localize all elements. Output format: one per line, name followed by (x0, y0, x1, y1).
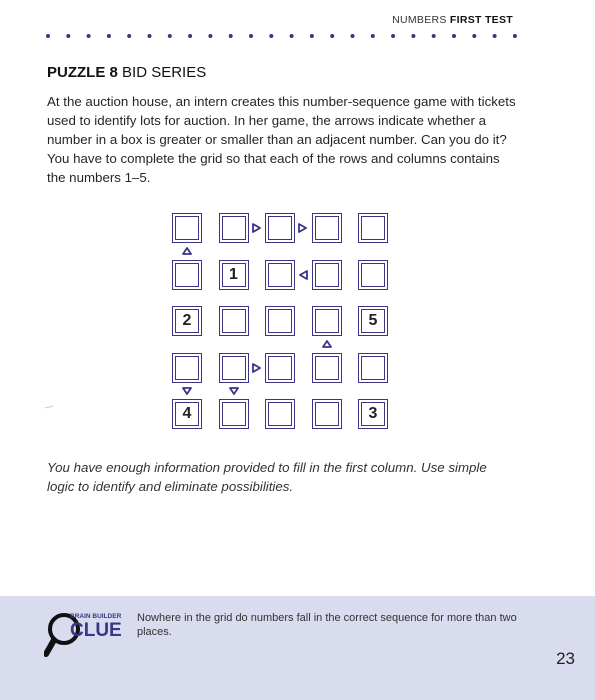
comparison-arrow-left-icon (298, 270, 308, 280)
header-subsection: FIRST TEST (449, 14, 513, 26)
grid-cell[interactable] (265, 306, 295, 336)
comparison-arrow-down-icon (182, 386, 192, 396)
comparison-arrow-down-icon (229, 386, 239, 396)
grid-cell[interactable] (312, 306, 342, 336)
cell-value: 1 (229, 265, 238, 283)
comparison-arrow-right-icon (252, 363, 262, 373)
puzzle-intro: At the auction house, an intern creates this number-sequence game with tickets used to identify lots for auction. In her game, the arrows indicate whether a number in a box is greater or smaller than an adjacent number. Can you do it? You have to complete the grid so that each of the rows and columns contains the numbers 1–5. (47, 94, 516, 185)
clue-text: Nowhere in the grid do numbers fall in the correct sequence for more than two places. (137, 612, 517, 638)
grid-cell[interactable] (265, 260, 295, 290)
comparison-arrow-right-icon (252, 223, 262, 233)
cell-value: 5 (368, 312, 378, 329)
grid-cell[interactable] (312, 213, 342, 243)
puzzle-label: PUZZLE 8 (47, 64, 118, 81)
grid-cell[interactable] (219, 260, 249, 290)
grid-cell[interactable] (312, 260, 342, 290)
grid-cell[interactable] (172, 306, 202, 336)
page-number: 23 (556, 649, 575, 668)
puzzle-hint: You have enough information provided to fill in the first column. Use simple logic to identify and eliminate possibilities. (47, 460, 487, 494)
grid-cell[interactable] (172, 353, 202, 383)
grid-cell[interactable] (219, 306, 249, 336)
grid-cell[interactable] (358, 353, 388, 383)
comparison-arrow-up-icon (322, 339, 332, 349)
logo-large-text: CLUE (70, 620, 122, 641)
logo-small-text: BRAIN BUILDER (70, 613, 122, 620)
cell-value: 2 (182, 312, 192, 329)
grid-cell[interactable] (219, 399, 249, 429)
grid-cell[interactable] (312, 399, 342, 429)
grid-cell[interactable] (219, 213, 249, 243)
grid-cell[interactable] (172, 260, 202, 290)
grid-cell[interactable] (265, 353, 295, 383)
grid-cell[interactable] (265, 399, 295, 429)
cell-value: 3 (368, 405, 378, 422)
grid-cell[interactable] (358, 399, 388, 429)
grid-cell[interactable] (265, 213, 295, 243)
grid-cell[interactable] (172, 399, 202, 429)
brain-builder-clue-logo (44, 604, 126, 660)
grid-cell[interactable] (358, 260, 388, 290)
grid-cell[interactable] (219, 353, 249, 383)
margin-mark (44, 405, 54, 409)
comparison-arrow-right-icon (298, 223, 308, 233)
grid-cell[interactable] (358, 306, 388, 336)
grid-cell[interactable] (358, 213, 388, 243)
grid-cell[interactable] (312, 353, 342, 383)
cell-value: 4 (182, 405, 192, 422)
grid-cell[interactable] (172, 213, 202, 243)
puzzle-name: BID SERIES (122, 64, 207, 81)
comparison-arrow-up-icon (182, 246, 192, 256)
header-section: NUMBERS (392, 14, 447, 26)
